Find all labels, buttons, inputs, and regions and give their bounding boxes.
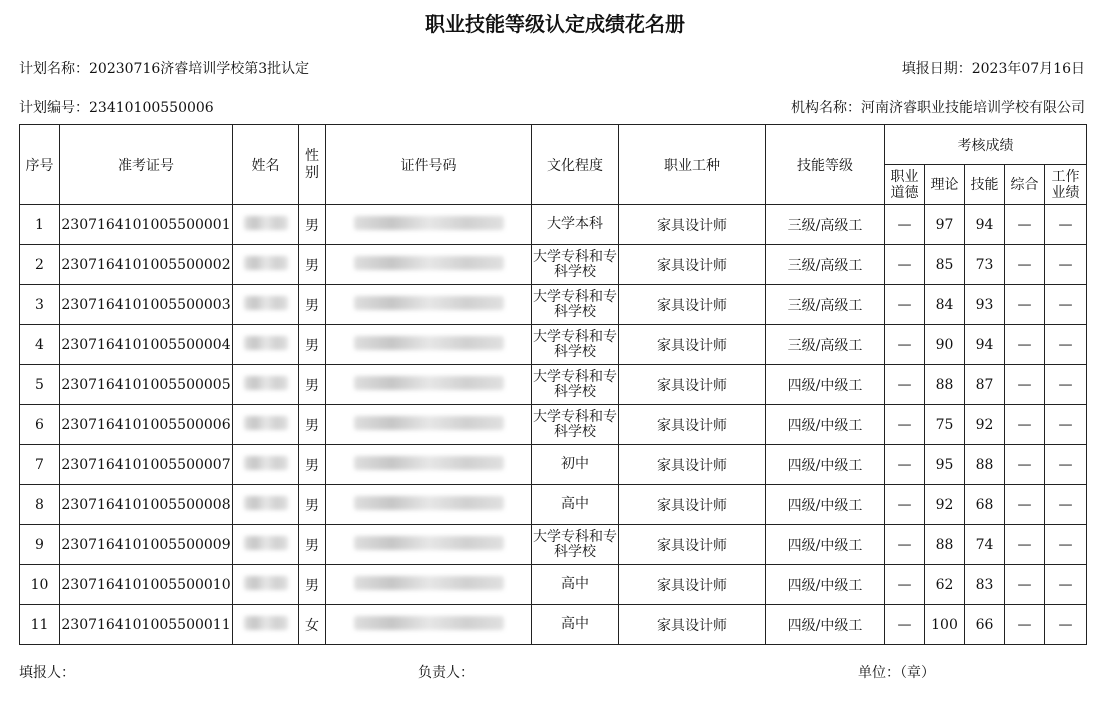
cell-skill: 94 xyxy=(965,325,1005,365)
plan-code: 计划编号：23410100550006 xyxy=(19,100,214,116)
cell-education: 高中 xyxy=(532,605,619,645)
cell-seq: 6 xyxy=(20,405,60,445)
table-row xyxy=(20,325,1087,365)
header-work: 工作业绩 xyxy=(1045,165,1087,205)
cell-ethics: — xyxy=(885,245,925,285)
cell-theory: 84 xyxy=(925,285,965,325)
id-cell-redacted xyxy=(326,485,532,525)
cell-overall: — xyxy=(1005,285,1045,325)
id-cell-redacted xyxy=(326,285,532,325)
cell-overall: — xyxy=(1005,605,1045,645)
redaction-blur xyxy=(244,296,288,310)
cell-exam-no: 2307164101005500002 xyxy=(60,245,233,285)
cell-work: — xyxy=(1045,245,1087,285)
name-cell-redacted xyxy=(233,405,299,445)
header-skill: 技能 xyxy=(965,165,1005,205)
cell-gender: 男 xyxy=(299,445,326,485)
redaction-blur xyxy=(244,216,288,230)
cell-ethics: — xyxy=(885,365,925,405)
cell-exam-no: 2307164101005500004 xyxy=(60,325,233,365)
cell-theory: 92 xyxy=(925,485,965,525)
redaction-blur xyxy=(354,616,504,630)
cell-exam-no: 2307164101005500009 xyxy=(60,525,233,565)
name-cell-redacted xyxy=(233,485,299,525)
organization-name: 机构名称：河南济睿职业技能培训学校有限公司 xyxy=(791,100,1085,116)
cell-skill: 83 xyxy=(965,565,1005,605)
cell-exam-no: 2307164101005500003 xyxy=(60,285,233,325)
cell-education: 初中 xyxy=(532,445,619,485)
header-exam-no: 准考证号 xyxy=(60,125,233,205)
cell-work: — xyxy=(1045,525,1087,565)
cell-skill: 93 xyxy=(965,285,1005,325)
cell-gender: 男 xyxy=(299,525,326,565)
cell-overall: — xyxy=(1005,525,1045,565)
footer-unit: 单位：（章） xyxy=(858,665,935,681)
table-row xyxy=(20,405,1087,445)
cell-occupation: 家具设计师 xyxy=(619,285,766,325)
cell-skill: 68 xyxy=(965,485,1005,525)
cell-overall: — xyxy=(1005,365,1045,405)
redaction-blur xyxy=(244,536,288,550)
cell-seq: 11 xyxy=(20,605,60,645)
cell-level: 四级/中级工 xyxy=(766,525,885,565)
cell-education: 高中 xyxy=(532,565,619,605)
cell-level: 三级/高级工 xyxy=(766,325,885,365)
cell-seq: 7 xyxy=(20,445,60,485)
redaction-blur xyxy=(354,256,504,270)
id-cell-redacted xyxy=(326,565,532,605)
redaction-blur xyxy=(354,496,504,510)
cell-theory: 100 xyxy=(925,605,965,645)
cell-skill: 92 xyxy=(965,405,1005,445)
cell-level: 四级/中级工 xyxy=(766,485,885,525)
cell-theory: 88 xyxy=(925,365,965,405)
cell-ethics: — xyxy=(885,285,925,325)
id-cell-redacted xyxy=(326,525,532,565)
cell-occupation: 家具设计师 xyxy=(619,325,766,365)
cell-overall: — xyxy=(1005,325,1045,365)
cell-gender: 男 xyxy=(299,405,326,445)
header-scores: 考核成绩 xyxy=(885,125,1087,165)
table-row xyxy=(20,285,1087,325)
table-row xyxy=(20,485,1087,525)
cell-work: — xyxy=(1045,205,1087,245)
cell-gender: 男 xyxy=(299,325,326,365)
header-level: 技能等级 xyxy=(766,125,885,205)
cell-education: 大学专科和专科学校 xyxy=(532,405,619,445)
cell-ethics: — xyxy=(885,205,925,245)
cell-overall: — xyxy=(1005,445,1045,485)
cell-education: 高中 xyxy=(532,485,619,525)
redaction-blur xyxy=(354,576,504,590)
cell-level: 三级/高级工 xyxy=(766,245,885,285)
table-row xyxy=(20,365,1087,405)
cell-ethics: — xyxy=(885,485,925,525)
cell-occupation: 家具设计师 xyxy=(619,245,766,285)
redaction-blur xyxy=(354,416,504,430)
cell-level: 三级/高级工 xyxy=(766,285,885,325)
cell-gender: 男 xyxy=(299,205,326,245)
cell-overall: — xyxy=(1005,565,1045,605)
cell-ethics: — xyxy=(885,325,925,365)
cell-exam-no: 2307164101005500001 xyxy=(60,205,233,245)
redaction-blur xyxy=(244,496,288,510)
cell-overall: — xyxy=(1005,245,1045,285)
cell-gender: 男 xyxy=(299,285,326,325)
id-cell-redacted xyxy=(326,405,532,445)
cell-skill: 74 xyxy=(965,525,1005,565)
cell-work: — xyxy=(1045,605,1087,645)
cell-occupation: 家具设计师 xyxy=(619,405,766,445)
cell-work: — xyxy=(1045,325,1087,365)
redaction-blur xyxy=(244,576,288,590)
cell-seq: 8 xyxy=(20,485,60,525)
cell-level: 四级/中级工 xyxy=(766,365,885,405)
cell-occupation: 家具设计师 xyxy=(619,565,766,605)
name-cell-redacted xyxy=(233,285,299,325)
header-occupation: 职业工种 xyxy=(619,125,766,205)
table-row xyxy=(20,605,1087,645)
cell-education: 大学专科和专科学校 xyxy=(532,245,619,285)
cell-seq: 5 xyxy=(20,365,60,405)
cell-skill: 87 xyxy=(965,365,1005,405)
id-cell-redacted xyxy=(326,605,532,645)
name-cell-redacted xyxy=(233,565,299,605)
cell-seq: 2 xyxy=(20,245,60,285)
cell-occupation: 家具设计师 xyxy=(619,605,766,645)
cell-skill: 88 xyxy=(965,445,1005,485)
cell-level: 三级/高级工 xyxy=(766,205,885,245)
redaction-blur xyxy=(244,616,288,630)
cell-seq: 9 xyxy=(20,525,60,565)
cell-theory: 90 xyxy=(925,325,965,365)
id-cell-redacted xyxy=(326,365,532,405)
score-roster-table xyxy=(19,124,1087,645)
header-education: 文化程度 xyxy=(532,125,619,205)
redaction-blur xyxy=(354,216,504,230)
cell-skill: 73 xyxy=(965,245,1005,285)
table-body xyxy=(20,205,1087,645)
redaction-blur xyxy=(354,336,504,350)
header-name: 姓名 xyxy=(233,125,299,205)
redaction-blur xyxy=(354,536,504,550)
cell-education: 大学本科 xyxy=(532,205,619,245)
cell-education: 大学专科和专科学校 xyxy=(532,325,619,365)
cell-level: 四级/中级工 xyxy=(766,405,885,445)
header-gender: 性别 xyxy=(299,125,326,205)
header-theory: 理论 xyxy=(925,165,965,205)
redaction-blur xyxy=(354,456,504,470)
cell-theory: 88 xyxy=(925,525,965,565)
cell-seq: 3 xyxy=(20,285,60,325)
cell-education: 大学专科和专科学校 xyxy=(532,365,619,405)
name-cell-redacted xyxy=(233,365,299,405)
cell-gender: 男 xyxy=(299,565,326,605)
cell-overall: — xyxy=(1005,205,1045,245)
cell-work: — xyxy=(1045,485,1087,525)
cell-overall: — xyxy=(1005,405,1045,445)
cell-ethics: — xyxy=(885,565,925,605)
cell-skill: 94 xyxy=(965,205,1005,245)
header-seq: 序号 xyxy=(20,125,60,205)
table-row xyxy=(20,245,1087,285)
cell-exam-no: 2307164101005500010 xyxy=(60,565,233,605)
cell-gender: 女 xyxy=(299,605,326,645)
cell-gender: 男 xyxy=(299,245,326,285)
id-cell-redacted xyxy=(326,325,532,365)
cell-theory: 85 xyxy=(925,245,965,285)
name-cell-redacted xyxy=(233,205,299,245)
name-cell-redacted xyxy=(233,605,299,645)
cell-theory: 75 xyxy=(925,405,965,445)
cell-work: — xyxy=(1045,285,1087,325)
cell-level: 四级/中级工 xyxy=(766,605,885,645)
redaction-blur xyxy=(244,456,288,470)
table-row xyxy=(20,205,1087,245)
name-cell-redacted xyxy=(233,245,299,285)
cell-seq: 4 xyxy=(20,325,60,365)
cell-level: 四级/中级工 xyxy=(766,445,885,485)
table-row xyxy=(20,445,1087,485)
cell-occupation: 家具设计师 xyxy=(619,525,766,565)
cell-gender: 男 xyxy=(299,365,326,405)
cell-exam-no: 2307164101005500007 xyxy=(60,445,233,485)
footer-responsible: 负责人： xyxy=(418,665,474,681)
cell-seq: 1 xyxy=(20,205,60,245)
document-title: 职业技能等级认定成绩花名册 xyxy=(425,12,685,36)
redaction-blur xyxy=(354,296,504,310)
cell-work: — xyxy=(1045,445,1087,485)
cell-occupation: 家具设计师 xyxy=(619,205,766,245)
cell-theory: 62 xyxy=(925,565,965,605)
cell-seq: 10 xyxy=(20,565,60,605)
cell-ethics: — xyxy=(885,605,925,645)
plan-name: 计划名称：20230716济睿培训学校第3批认定 xyxy=(19,61,310,77)
cell-work: — xyxy=(1045,365,1087,405)
header-overall: 综合 xyxy=(1005,165,1045,205)
cell-skill: 66 xyxy=(965,605,1005,645)
redaction-blur xyxy=(244,256,288,270)
cell-exam-no: 2307164101005500011 xyxy=(60,605,233,645)
header-id-no: 证件号码 xyxy=(326,125,532,205)
cell-exam-no: 2307164101005500005 xyxy=(60,365,233,405)
id-cell-redacted xyxy=(326,445,532,485)
cell-theory: 95 xyxy=(925,445,965,485)
cell-ethics: — xyxy=(885,525,925,565)
cell-gender: 男 xyxy=(299,485,326,525)
cell-occupation: 家具设计师 xyxy=(619,445,766,485)
report-date: 填报日期：2023年07月16日 xyxy=(901,61,1085,77)
cell-ethics: — xyxy=(885,445,925,485)
redaction-blur xyxy=(354,376,504,390)
header-ethics: 职业道德 xyxy=(885,165,925,205)
cell-overall: — xyxy=(1005,485,1045,525)
id-cell-redacted xyxy=(326,245,532,285)
name-cell-redacted xyxy=(233,325,299,365)
cell-occupation: 家具设计师 xyxy=(619,485,766,525)
redaction-blur xyxy=(244,336,288,350)
redaction-blur xyxy=(244,416,288,430)
redaction-blur xyxy=(244,376,288,390)
cell-occupation: 家具设计师 xyxy=(619,365,766,405)
footer-filler: 填报人： xyxy=(19,665,75,681)
name-cell-redacted xyxy=(233,445,299,485)
name-cell-redacted xyxy=(233,525,299,565)
cell-exam-no: 2307164101005500008 xyxy=(60,485,233,525)
cell-level: 四级/中级工 xyxy=(766,565,885,605)
cell-work: — xyxy=(1045,405,1087,445)
table-row xyxy=(20,525,1087,565)
cell-exam-no: 2307164101005500006 xyxy=(60,405,233,445)
cell-theory: 97 xyxy=(925,205,965,245)
cell-education: 大学专科和专科学校 xyxy=(532,285,619,325)
cell-work: — xyxy=(1045,565,1087,605)
cell-ethics: — xyxy=(885,405,925,445)
cell-education: 大学专科和专科学校 xyxy=(532,525,619,565)
table-row xyxy=(20,565,1087,605)
id-cell-redacted xyxy=(326,205,532,245)
